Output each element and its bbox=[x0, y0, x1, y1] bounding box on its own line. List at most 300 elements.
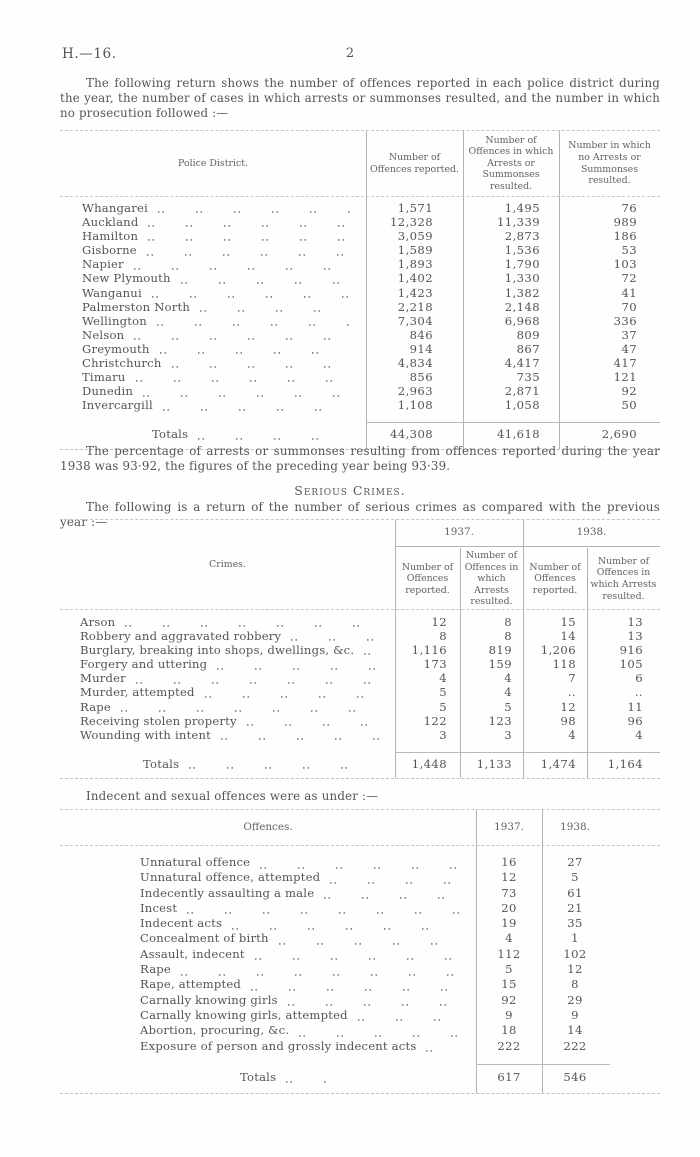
value-1937: 4 bbox=[505, 931, 513, 946]
crime-cell bbox=[60, 714, 395, 728]
table-row bbox=[60, 993, 660, 1008]
dot-leaders bbox=[260, 859, 460, 870]
arrests-1938-value: 13 bbox=[627, 629, 643, 644]
reported-value: 3,059 bbox=[397, 229, 433, 244]
subheader-arrests-1937: Number of Offences in which Arrests resulted. bbox=[464, 550, 519, 608]
totals-label: Totals bbox=[143, 756, 180, 771]
dot-leaders bbox=[247, 717, 379, 728]
no-prosecution-value: 103 bbox=[613, 257, 637, 272]
table-row bbox=[60, 201, 660, 215]
reported-1938-value: 4 bbox=[568, 727, 576, 742]
dot-leaders bbox=[299, 1028, 460, 1039]
offence-label: Carnally knowing girls, attempted bbox=[140, 1007, 348, 1022]
empty-cell bbox=[608, 931, 660, 946]
dot-leaders bbox=[148, 232, 350, 243]
arrests-value: 1,058 bbox=[504, 398, 540, 413]
dot-leaders bbox=[364, 646, 379, 657]
arrests-value: 2,873 bbox=[504, 229, 540, 244]
table-row bbox=[60, 870, 660, 885]
district-cell bbox=[60, 215, 366, 229]
value-1938: 35 bbox=[567, 916, 583, 931]
reported-value: 1,893 bbox=[397, 257, 433, 272]
subheader-reported-1937: Number of Offences reported. bbox=[401, 561, 454, 596]
sub-headers bbox=[395, 548, 660, 609]
district-cell bbox=[60, 356, 366, 370]
district-label: Christchurch bbox=[82, 356, 162, 371]
crime-label: Arson bbox=[80, 615, 116, 629]
dot-leaders bbox=[255, 951, 460, 962]
table-row bbox=[60, 257, 660, 271]
reported-value: 856 bbox=[409, 370, 433, 385]
district-cell bbox=[60, 271, 366, 285]
reported-1937-value: 5 bbox=[439, 685, 447, 700]
offence-cell bbox=[60, 916, 476, 931]
serious-crimes-table bbox=[60, 519, 660, 779]
no-prosecution-value: 336 bbox=[613, 313, 637, 328]
reported-value: 1,108 bbox=[397, 398, 433, 413]
offence-cell bbox=[60, 886, 476, 901]
table-row bbox=[60, 384, 660, 398]
reported-1938-value: 98 bbox=[560, 713, 576, 728]
district-table-header bbox=[60, 131, 660, 197]
no-prosecution-value: 50 bbox=[621, 398, 637, 413]
arrests-value: 4,417 bbox=[504, 356, 540, 371]
totals-label-cell bbox=[60, 1070, 476, 1085]
value-1937: 19 bbox=[501, 916, 517, 931]
dot-leaders bbox=[330, 875, 460, 886]
crime-cell bbox=[60, 615, 395, 629]
totals-reported-1938: 1,474 bbox=[540, 756, 576, 771]
no-prosecution-value: 76 bbox=[621, 201, 637, 215]
offence-cell bbox=[60, 1008, 476, 1023]
reported-1937-value: 173 bbox=[423, 657, 447, 672]
totals-label-cell bbox=[60, 427, 366, 441]
arrests-1938-value: 4 bbox=[635, 727, 643, 742]
offence-cell bbox=[60, 1039, 476, 1054]
offence-label: Assault, indecent bbox=[140, 946, 245, 961]
offence-label: Rape bbox=[140, 962, 171, 977]
table-row bbox=[60, 286, 660, 300]
empty-cell bbox=[608, 886, 660, 901]
arrests-1938-value: .. bbox=[634, 685, 643, 700]
crime-cell bbox=[60, 685, 395, 699]
district-label: Whangarei bbox=[82, 201, 149, 215]
district-cell bbox=[60, 229, 366, 243]
table-row bbox=[60, 671, 660, 685]
dot-leaders bbox=[221, 731, 379, 742]
table-row bbox=[60, 342, 660, 356]
column-header-reported: Number of Offences reported. bbox=[370, 151, 459, 175]
district-label: Timaru bbox=[82, 370, 126, 385]
reported-1938-value: .. bbox=[567, 685, 576, 700]
offence-label: Abortion, procuring, &c. bbox=[140, 1023, 290, 1038]
totals-1938: 546 bbox=[563, 1069, 587, 1084]
crime-label: Murder, attempted bbox=[80, 685, 195, 700]
reported-value: 2,218 bbox=[397, 299, 433, 314]
table-row bbox=[60, 728, 660, 742]
indecent-offences-table bbox=[60, 809, 660, 1094]
table-row bbox=[60, 855, 660, 870]
offence-cell bbox=[60, 901, 476, 916]
district-cell bbox=[60, 257, 366, 271]
dot-leaders bbox=[279, 936, 460, 947]
value-1938: 12 bbox=[567, 962, 583, 977]
subheader-arrests-1938: Number of Offences in which Arrests resulted. bbox=[590, 555, 657, 602]
value-1938: 1 bbox=[571, 931, 579, 946]
offence-cell bbox=[60, 993, 476, 1008]
serious-crimes-header bbox=[60, 520, 660, 610]
arrests-value: 6,968 bbox=[504, 313, 540, 328]
offence-label: Exposure of person and grossly indecent acts bbox=[140, 1038, 417, 1053]
serious-crimes-intro: The following is a return of the number of serious crimes as compared with the previous year :— bbox=[60, 500, 660, 529]
dot-leaders bbox=[200, 303, 350, 314]
dot-leaders bbox=[121, 703, 379, 714]
offence-label: Carnally knowing girls bbox=[140, 992, 278, 1007]
empty-cell bbox=[608, 1039, 660, 1054]
no-prosecution-value: 92 bbox=[621, 384, 637, 399]
reported-1938-value: 14 bbox=[560, 629, 576, 644]
serious-crimes-body bbox=[60, 610, 660, 749]
reported-1937-value: 5 bbox=[439, 699, 447, 714]
dot-leaders bbox=[358, 1012, 460, 1023]
year-header-1938: 1938. bbox=[523, 520, 660, 547]
crime-cell bbox=[60, 629, 395, 643]
offence-cell bbox=[60, 1023, 476, 1038]
dot-leaders bbox=[172, 359, 350, 370]
document-reference: H.—16. bbox=[62, 46, 117, 62]
arrests-1937-value: 159 bbox=[488, 657, 512, 672]
table-row bbox=[60, 615, 660, 629]
table-row bbox=[60, 370, 660, 384]
totals-arrests-1937: 1,133 bbox=[476, 756, 512, 771]
district-label: Dunedin bbox=[82, 384, 134, 399]
table-row bbox=[60, 629, 660, 643]
offence-cell bbox=[60, 947, 476, 962]
dot-leaders bbox=[125, 618, 379, 629]
totals-label-cell bbox=[60, 757, 395, 771]
no-prosecution-value: 72 bbox=[621, 271, 637, 286]
table-row bbox=[60, 657, 660, 671]
table-row bbox=[60, 931, 660, 946]
empty-cell bbox=[608, 901, 660, 916]
value-1938: 29 bbox=[567, 992, 583, 1007]
reported-value: 1,589 bbox=[397, 243, 433, 258]
empty-cell bbox=[608, 993, 660, 1008]
totals-reported-1937: 1,448 bbox=[411, 756, 447, 771]
serious-crimes-heading: Serious Crimes. bbox=[294, 483, 406, 498]
dot-leaders bbox=[426, 1043, 460, 1054]
value-1937: 5 bbox=[505, 962, 513, 977]
value-1938: 222 bbox=[563, 1038, 587, 1053]
district-cell bbox=[60, 328, 366, 342]
intro-paragraph: The following return shows the number of offences reported in each police district during the year, the number of cases in which arrests or summonses resulted, and the number in which no prosecution followed :— bbox=[60, 76, 660, 120]
arrests-value: 11,339 bbox=[497, 215, 540, 230]
dot-leaders bbox=[147, 246, 350, 257]
district-table-body bbox=[60, 197, 660, 419]
table-row bbox=[60, 229, 660, 243]
arrests-value: 1,495 bbox=[504, 201, 540, 215]
reported-1938-value: 7 bbox=[568, 671, 576, 686]
reported-value: 12,328 bbox=[390, 215, 433, 230]
arrests-1937-value: 4 bbox=[504, 671, 512, 686]
column-header-district: Police District. bbox=[178, 157, 248, 169]
dot-leaders bbox=[217, 660, 379, 671]
reported-1937-value: 3 bbox=[439, 727, 447, 742]
value-1938: 61 bbox=[567, 885, 583, 900]
table-row bbox=[60, 1008, 660, 1023]
arrests-value: 1,330 bbox=[504, 271, 540, 286]
dot-leaders bbox=[324, 890, 460, 901]
no-prosecution-value: 989 bbox=[613, 215, 637, 230]
district-cell bbox=[60, 384, 366, 398]
no-prosecution-value: 417 bbox=[613, 356, 637, 371]
offence-label: Indecently assaulting a male bbox=[140, 885, 315, 900]
arrests-value: 2,871 bbox=[504, 384, 540, 399]
column-header-crimes: Crimes. bbox=[209, 558, 246, 570]
arrests-1938-value: 916 bbox=[619, 643, 643, 658]
empty-cell bbox=[608, 855, 660, 870]
table-row bbox=[60, 300, 660, 314]
table-row bbox=[60, 977, 660, 992]
table-row bbox=[60, 700, 660, 714]
no-prosecution-value: 37 bbox=[621, 327, 637, 342]
district-cell bbox=[60, 201, 366, 215]
arrests-1938-value: 6 bbox=[635, 671, 643, 686]
table-row bbox=[60, 962, 660, 977]
crime-label: Robbery and aggravated robbery bbox=[80, 629, 282, 644]
empty-cell bbox=[608, 962, 660, 977]
dot-leaders bbox=[291, 632, 379, 643]
district-label: Palmerston North bbox=[82, 299, 191, 314]
totals-label: Totals bbox=[240, 1069, 277, 1084]
dot-leaders bbox=[163, 401, 350, 412]
dot-leaders bbox=[187, 905, 460, 916]
district-label: Napier bbox=[82, 257, 124, 272]
value-1937: 73 bbox=[501, 885, 517, 900]
crime-label: Burglary, breaking into shops, dwellings, &c. bbox=[80, 643, 355, 658]
district-cell bbox=[60, 286, 366, 300]
column-header-no-prosecution: Number in which no Arrests or Summonses resulted. bbox=[568, 140, 651, 187]
table-row bbox=[60, 243, 660, 257]
arrests-value: 1,382 bbox=[504, 285, 540, 300]
offence-label: Unnatural offence bbox=[140, 855, 251, 869]
district-label: Nelson bbox=[82, 327, 125, 342]
reported-value: 1,423 bbox=[397, 285, 433, 300]
no-prosecution-value: 41 bbox=[621, 285, 637, 300]
table-row bbox=[60, 886, 660, 901]
district-cell bbox=[60, 398, 366, 412]
table-row bbox=[60, 1023, 660, 1038]
arrests-1937-value: 3 bbox=[504, 727, 512, 742]
empty-cell bbox=[608, 1023, 660, 1038]
reported-1937-value: 122 bbox=[423, 713, 447, 728]
dot-leaders bbox=[134, 331, 350, 342]
column-rule bbox=[542, 810, 543, 1093]
reported-1938-value: 118 bbox=[552, 657, 576, 672]
reported-1938-value: 12 bbox=[560, 699, 576, 714]
arrests-1937-value: 5 bbox=[504, 699, 512, 714]
district-cell bbox=[60, 243, 366, 257]
dot-leaders bbox=[286, 1074, 328, 1085]
value-1938: 14 bbox=[567, 1023, 583, 1038]
dot-leaders bbox=[143, 387, 350, 398]
value-1937: 9 bbox=[505, 1007, 513, 1022]
reported-value: 846 bbox=[409, 327, 433, 342]
reported-1938-value: 15 bbox=[560, 615, 576, 629]
value-1937: 16 bbox=[501, 855, 517, 869]
offence-cell bbox=[60, 855, 476, 870]
crime-label: Wounding with intent bbox=[80, 727, 212, 742]
table-row bbox=[60, 947, 660, 962]
reported-1937-value: 12 bbox=[431, 615, 447, 629]
indecent-offences-totals-row bbox=[60, 1064, 660, 1093]
arrests-value: 2,148 bbox=[504, 299, 540, 314]
offence-cell bbox=[60, 931, 476, 946]
offence-label: Rape, attempted bbox=[140, 977, 242, 992]
column-header-arrests: Number of Offences in which Arrests or Summonses resulted. bbox=[468, 134, 554, 192]
dot-leaders bbox=[160, 345, 350, 356]
empty-cell bbox=[608, 916, 660, 931]
value-1937: 12 bbox=[501, 870, 517, 885]
arrests-1937-value: 8 bbox=[504, 629, 512, 644]
arrests-1937-value: 123 bbox=[488, 713, 512, 728]
value-1938: 27 bbox=[567, 855, 583, 869]
crime-label: Murder bbox=[80, 671, 126, 686]
table-row bbox=[60, 643, 660, 657]
year-header-1938: 1938. bbox=[560, 820, 590, 833]
reported-1937-value: 8 bbox=[439, 629, 447, 644]
offence-label: Unnatural offence, attempted bbox=[140, 870, 321, 885]
dot-leaders bbox=[136, 373, 350, 384]
dot-leaders bbox=[288, 997, 460, 1008]
dot-leaders bbox=[205, 689, 379, 700]
arrests-value: 809 bbox=[516, 327, 540, 342]
column-rule bbox=[476, 810, 477, 1093]
reported-value: 914 bbox=[409, 341, 433, 356]
percentage-paragraph: The percentage of arrests or summonses resulting from offences reported during the year 1938 was 93·92, the figures of the preceding year being 93·39. bbox=[60, 444, 660, 473]
crime-cell bbox=[60, 671, 395, 685]
table-row bbox=[60, 271, 660, 285]
value-1938: 21 bbox=[567, 900, 583, 915]
table-row bbox=[60, 901, 660, 916]
arrests-1938-value: 11 bbox=[627, 699, 643, 714]
district-cell bbox=[60, 342, 366, 356]
value-1937: 15 bbox=[501, 977, 517, 992]
no-prosecution-value: 53 bbox=[621, 243, 637, 258]
reported-1937-value: 1,116 bbox=[411, 643, 447, 658]
reported-1938-value: 1,206 bbox=[540, 643, 576, 658]
arrests-value: 1,536 bbox=[504, 243, 540, 258]
table-row bbox=[60, 714, 660, 728]
table-row bbox=[60, 398, 660, 412]
dot-leaders bbox=[181, 966, 460, 977]
indecent-offences-header bbox=[60, 810, 660, 846]
dot-leaders bbox=[181, 275, 350, 286]
reported-1937-value: 4 bbox=[439, 671, 447, 686]
arrests-1937-value: 8 bbox=[504, 615, 512, 629]
crime-label: Forgery and uttering bbox=[80, 657, 208, 672]
district-cell bbox=[60, 300, 366, 314]
district-label: Hamilton bbox=[82, 229, 139, 244]
crime-cell bbox=[60, 643, 395, 657]
district-label: Gisborne bbox=[82, 243, 137, 258]
arrests-1938-value: 96 bbox=[627, 713, 643, 728]
reported-value: 7,304 bbox=[397, 313, 433, 328]
arrests-1937-value: 4 bbox=[504, 685, 512, 700]
value-1938: 102 bbox=[563, 946, 587, 961]
no-prosecution-value: 121 bbox=[613, 370, 637, 385]
arrests-1938-value: 105 bbox=[619, 657, 643, 672]
offence-cell bbox=[60, 962, 476, 977]
dot-leaders bbox=[251, 982, 460, 993]
page-number: 2 bbox=[345, 46, 355, 61]
empty-cell bbox=[608, 977, 660, 992]
table-row bbox=[60, 328, 660, 342]
arrests-1938-value: 13 bbox=[627, 615, 643, 629]
district-label: Wanganui bbox=[82, 285, 142, 300]
offence-cell bbox=[60, 977, 476, 992]
no-prosecution-value: 186 bbox=[613, 229, 637, 244]
empty-cell bbox=[608, 870, 660, 885]
value-1937: 92 bbox=[501, 992, 517, 1007]
arrests-value: 867 bbox=[516, 341, 540, 356]
value-1938: 5 bbox=[571, 870, 579, 885]
no-prosecution-value: 70 bbox=[621, 299, 637, 314]
dot-leaders bbox=[189, 760, 379, 771]
empty-cell bbox=[608, 1070, 660, 1085]
value-1937: 20 bbox=[501, 900, 517, 915]
column-header-offences: Offences. bbox=[243, 820, 293, 833]
year-header-1937: 1937. bbox=[395, 520, 523, 547]
table-row bbox=[60, 314, 660, 328]
dot-leaders bbox=[198, 431, 350, 442]
totals-label: Totals bbox=[152, 427, 189, 442]
dot-leaders bbox=[157, 317, 350, 328]
crime-label: Rape bbox=[80, 699, 111, 714]
table-row bbox=[60, 215, 660, 229]
district-label: Greymouth bbox=[82, 341, 150, 356]
value-1938: 8 bbox=[571, 977, 579, 992]
district-label: Wellington bbox=[82, 313, 147, 328]
offence-label: Concealment of birth bbox=[140, 931, 269, 946]
indecent-offences-body bbox=[60, 846, 660, 1060]
subheader-reported-1938: Number of Offences reported. bbox=[529, 561, 581, 596]
district-label: Invercargill bbox=[82, 398, 153, 413]
year-header-1937: 1937. bbox=[494, 820, 524, 833]
dot-leaders bbox=[158, 204, 350, 215]
empty-cell bbox=[608, 1008, 660, 1023]
dot-leaders bbox=[148, 218, 350, 229]
value-1937: 222 bbox=[497, 1038, 521, 1053]
arrests-1937-value: 819 bbox=[488, 643, 512, 658]
no-prosecution-value: 47 bbox=[621, 341, 637, 356]
arrests-value: 1,790 bbox=[504, 257, 540, 272]
district-label: New Plymouth bbox=[82, 271, 171, 286]
table-row bbox=[60, 356, 660, 370]
empty-header-cell bbox=[608, 810, 660, 845]
crime-cell bbox=[60, 657, 395, 671]
dot-leaders bbox=[136, 674, 379, 685]
reported-value: 2,963 bbox=[397, 384, 433, 399]
totals-1937: 617 bbox=[497, 1069, 521, 1084]
value-1937: 112 bbox=[497, 946, 521, 961]
value-1937: 18 bbox=[501, 1023, 517, 1038]
totals-arrests: 41,618 bbox=[497, 427, 540, 442]
offence-label: Incest bbox=[140, 900, 178, 915]
dot-leaders bbox=[134, 260, 350, 271]
reported-value: 1,402 bbox=[397, 271, 433, 286]
dot-leaders bbox=[232, 920, 460, 931]
